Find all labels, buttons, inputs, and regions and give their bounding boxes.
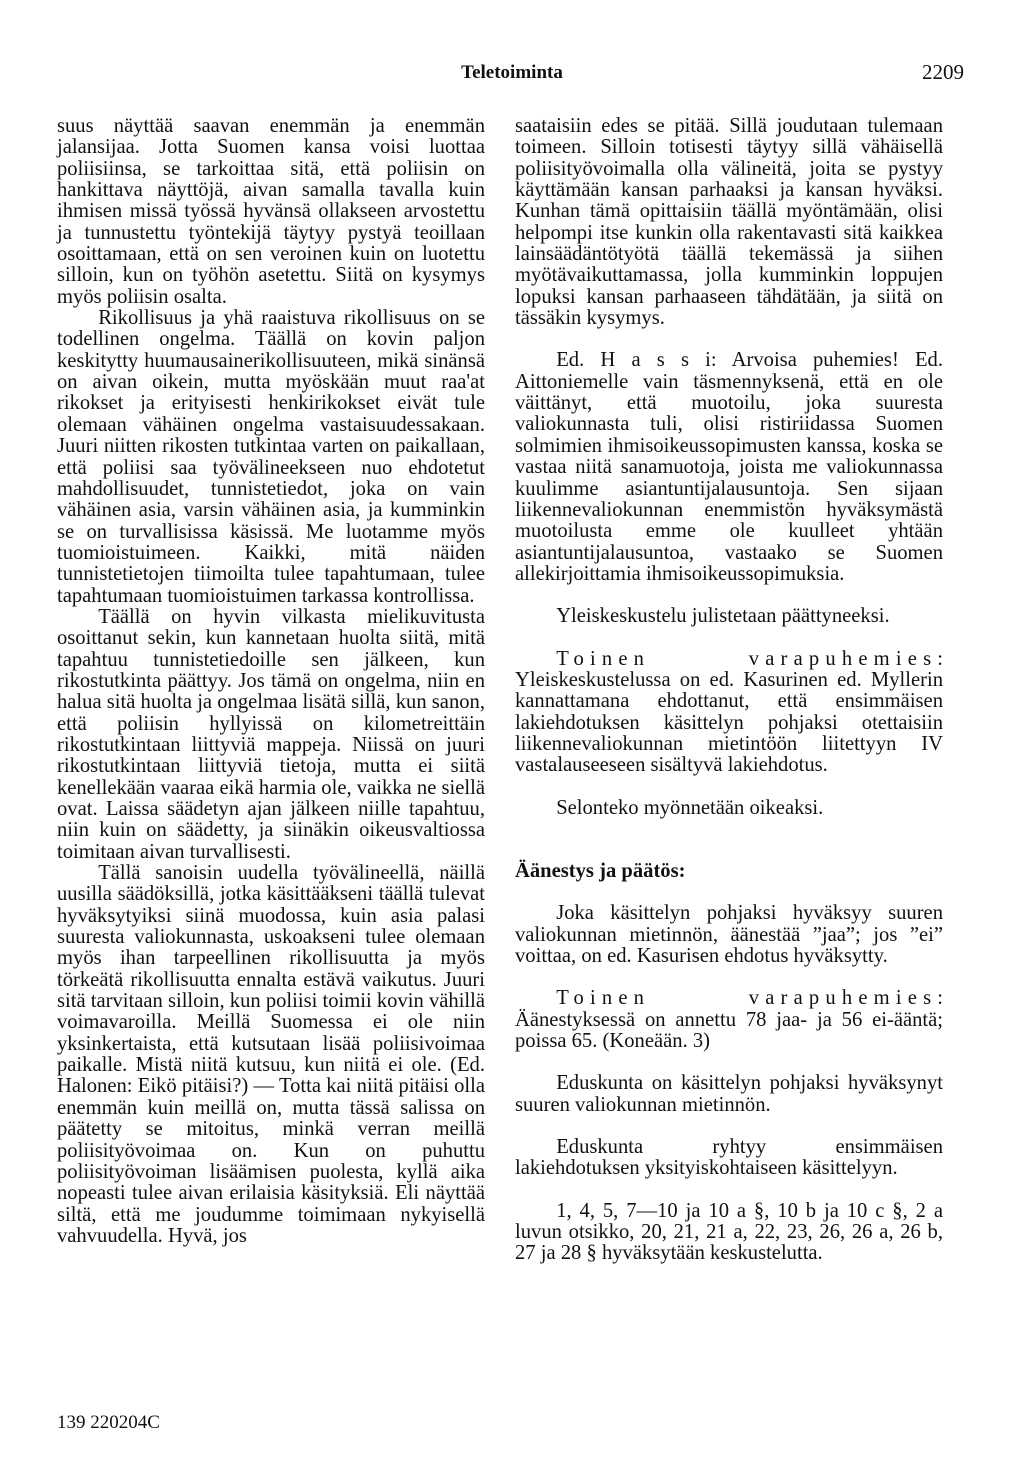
- left-paragraph: Tällä sanoisin uudella työvälineellä, näillä uusilla säädöksillä, jotka käsittääkseni täällä tulevat hyväksytyiksi siinä muodossa, kuin asia palasi suuresta valiokunnasta, uskoakseni tulee olemaan myös ihan tarpeellinen rikollisuutta ja myös törkeätä rikollisuutta ennalta estävä vaikutus. Juuri sitä tarvitaan silloin, kun poliisi toimii kovin vähillä voimavaroilla. Meillä Suomessa ei ole niin yksinkertaista, että kutsutaan lisää poliisivoimaa paikalle. Mistä niitä kutsuu, kun niitä ei ole. (Ed. Halonen: Eikö pitäisi?) — Totta kai niitä pitäisi olla enemmän kuin meillä on, mutta tässä salissa on päätetty se mitoitus, minkä verran meillä poliisityövoimaa on. Kun on puhuttu poliisityövoiman lisäämisen puolesta, kyllä aika nopeasti tulee aivan erilaisia käsityksiä. Eli näyttää siltä, että me joudumme toimimaan nykyisellä vahvuudella. Hyvä, jos: [57, 862, 485, 1247]
- right-paragraph: Selonteko myönnetään oikeaksi.: [556, 796, 824, 819]
- footer-code: 139 220204C: [57, 1412, 160, 1433]
- left-paragraph: suus näyttää saavan enemmän ja enemmän jalansijaa. Jotta Suomen kansa voisi luottaa poliisiinsa, se tarkoittaa sitä, että poliisin on hankittava näyttöjä, aivan samalla tavalla kuin ihmisen missä työssä hyvänsä ollakseen arvostettu ja tunnustettu työntekijä täytyy pystyä teoillaan osoittamaan, että on sen veroinen kuin on luotettu silloin, kun on työhön asetettu. Siitä on kysymys myös poliisin osalta.: [57, 115, 485, 308]
- right-column: [515, 116, 943, 1265]
- left-paragraph: Rikollisuus ja yhä raaistuva rikollisuus on se todellinen ongelma. Täällä on kovin paljon keskitytty huumausainerikollisuuteen, mikä sinänsä on aivan oikein, mutta myöskään muut raa'at rikokset ja erityisesti henkirikokset eivät tule olemaan vähäinen ongelma vastaisuudessakaan. Juuri niitten rikosten tutkintaa varten on paikallaan, että poliisi saa työvälineekseen nuo ehdotetut mahdollisuudet, tunnistetiedot, joka on vain vähäinen asia, varsin vähäinen asia, ja kumminkin se on turvallisissa käsissä. Me luotamme myös tuomioistuimeen. Kaikki, mitä näiden tunnistetietojen tiimoilta tulee tapahtumaan, tulee tapahtumaan tuomioistuimen tarkassa kontrollissa.: [57, 307, 485, 607]
- speech-hassi: [515, 350, 943, 585]
- running-header-title: Teletoiminta: [461, 62, 563, 83]
- speech-text: : Arvoisa puhemies! Ed. Aittoniemelle vain täsmennyksenä, että en ole väittänyt, että muotoilu, joka suuresta valiokunnasta tuli, olisi ristiriidassa Suomen solmimien ihmisoikeussopimusten kanssa, koska se vastaa niitä sanamuotoja, joista me valiokunnassa kuulimme asiantuntijalausuntoja. Sen sijaan liikennevaliokunnan enemmistön hyväksymästä muotoilusta emme ole kuulleet yhtään asiantuntijalausuntoa, vastaako se Suomen allekirjoittamia ihmisoikeussopimuksia.: [515, 349, 944, 585]
- speech-text: : Äänestyksessä on annettu 78 jaa- ja 56 ei-ääntä; poissa 65. (Koneään. 3): [515, 987, 943, 1053]
- speech-deputy-speaker-vote: [515, 988, 943, 1052]
- right-paragraph: saataisiin edes se pitää. Sillä joudutaan tulemaan toimeen. Silloin totisesti täytyy sillä vähäisellä poliisityövoimalla olla välineitä, joita se pystyy käyttämään kansan parhaaksi ja kansan hyväksi. Kunhan tämä opittaisiin täällä myöntämään, olisi helpompi itse kunkin olla rakentavasti sitä kaikkea lainsäädäntötyötä täällä tekemässä ja siihen myötävaikuttamassa, jolla kumminkin loppujen lopuksi kansan parhaaseen tähdätään, ja siitä on tässäkin kysymys.: [515, 115, 943, 330]
- left-column: [57, 116, 485, 1247]
- right-paragraph: Eduskunta on käsittelyn pohjaksi hyväksynyt suuren valiokunnan mietinnön.: [515, 1072, 943, 1116]
- speaker-name: Toinen varapuhemies: [556, 647, 938, 670]
- right-paragraph: Joka käsittelyn pohjaksi hyväksyy suuren valiokunnan mietinnön, äänestää ”jaa”; jos ”ei” voittaa, on ed. Kasurisen ehdotus hyväksytty.: [515, 902, 943, 967]
- right-paragraph: Eduskunta ryhtyy ensimmäisen lakiehdotuksen yksityiskohtaiseen käsittelyyn.: [515, 1136, 943, 1180]
- speaker-name: Ed. H a s s i: [556, 349, 711, 372]
- left-paragraph: Täällä on hyvin vilkasta mielikuvitusta osoittanut sekin, kun kannetaan huolta siitä, mitä tapahtuu tunnistetiedoille sen jälkeen, kun rikostutkinta päättyy. Jos tämä on ongelma, niin en halua sitä huolta ja ongelmaa lisätä sillä, kun sanon, että poliisin hyllyissä on kilometreittäin rikostutkintaan liittyviä mappeja. Niissä on juuri rikostutkintaan liittyviä tietoja, mutta ei siitä kenellekään vaaraa eikä harmia ole, vaikka ne siellä ovat. Laissa säädetyn ajan jälkeen niille tapahtuu, niin kuin on säädetty, ja siinäkin oikeusvaltiossa toimitaan aivan turvallisesti.: [57, 605, 485, 863]
- speaker-name: Toinen varapuhemies: [556, 987, 938, 1010]
- right-paragraph: Yleiskeskustelu julistetaan päättyneeksi.: [556, 605, 890, 628]
- speech-deputy-speaker: [515, 649, 943, 777]
- section-heading: Äänestys ja päätös:: [515, 859, 686, 882]
- page-number: 2209: [922, 60, 964, 84]
- speech-text: : Yleiskeskustelussa on ed. Kasurinen ed. Myllerin kannattamana ehdottanut, että ensimmäisen lakiehdotuksen käsittelyn pohjaksi otettaisiin liikennevaliokunnan mietintöön liitettyyn IV vastalauseeseen sisältyvä lakiehdotus.: [515, 647, 943, 777]
- right-paragraph: 1, 4, 5, 7—10 ja 10 a §, 10 b ja 10 c §, 2 a luvun otsikko, 20, 21, 21 a, 22, 23, 26, 26 a, 26 b, 27 ja 28 § hyväksytään keskustelutta.: [515, 1199, 943, 1265]
